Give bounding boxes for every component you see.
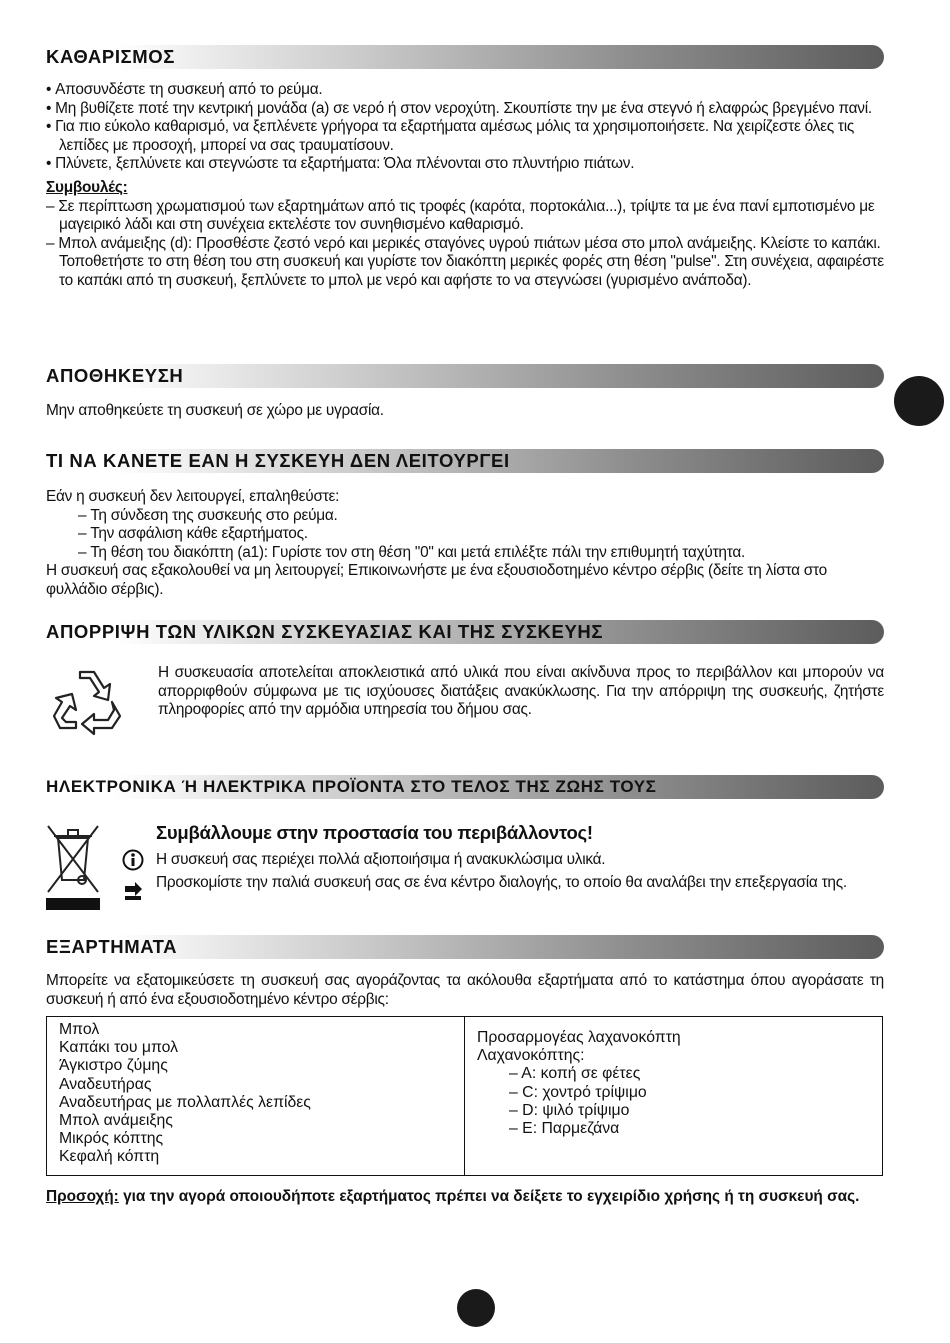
accessories-left-column bbox=[47, 1017, 465, 1176]
section-title: ΗΛΕΚΤΡΟΝΙΚΑ Ή ΗΛΕΚΤΡΙΚΑ ΠΡΟΪΟΝΤΑ ΣΤΟ ΤΕΛΟΣ ΤΗΣ ΖΩΗΣ ΤΟΥΣ bbox=[46, 777, 657, 796]
intro-text: Εάν η συσκευή δεν λειτουργεί, επαληθεύστε: bbox=[46, 488, 340, 505]
recycle-icon bbox=[50, 664, 128, 736]
list-item: Άγκιστρο ζύμης bbox=[59, 1057, 168, 1075]
warning-label: Προσοχή: bbox=[46, 1188, 119, 1205]
list-item: – A: κοπή σε φέτες bbox=[509, 1065, 641, 1083]
weee-headline: Συμβάλλουμε στην προστασία του περιβάλλοντος! bbox=[156, 822, 593, 843]
accessories-table bbox=[46, 1016, 883, 1176]
page-number-marker bbox=[457, 1289, 495, 1327]
section-header-troubleshoot bbox=[46, 449, 884, 473]
list-item: • Πλύνετε, ξεπλύνετε και στεγνώστε τα εξαρτήματα: Όλα πλένονται στο πλυντήριο πιάτων. bbox=[46, 155, 635, 173]
info-icon bbox=[122, 849, 144, 871]
list-item: • Αποσυνδέστε τη συσκευή από το ρεύμα. bbox=[46, 81, 323, 98]
list-item: Προσαρμογέας λαχανοκόπτη bbox=[477, 1029, 681, 1046]
list-item: Κεφαλή κόπτη bbox=[59, 1148, 160, 1166]
section-title: ΤΙ ΝΑ ΚΑΝΕΤΕ ΕΑΝ Η ΣΥΣΚΕΥΗ ΔΕΝ ΛΕΙΤΟΥΡΓΕΙ bbox=[46, 450, 510, 471]
storage-text: Μην αποθηκεύετε τη συσκευή σε χώρο με υγρασία. bbox=[46, 402, 384, 419]
tips-label: Συμβουλές: bbox=[46, 178, 128, 196]
weee-line2: Προσκομίστε την παλιά συσκευή σας σε ένα κέντρο διαλογής, το οποίο θα αναλάβει την επεξεργασία της. bbox=[156, 874, 847, 891]
troubleshoot-body bbox=[46, 488, 884, 600]
list-item: – Την ασφάλιση κάθε εξαρτήματος. bbox=[78, 525, 308, 543]
list-item: – Τη σύνδεση της συσκευής στο ρεύμα. bbox=[78, 506, 338, 524]
section-title: ΚΑΘΑΡΙΣΜΟΣ bbox=[46, 46, 175, 67]
accessories-warning bbox=[46, 1184, 884, 1210]
list-item: Καπάκι του μπολ bbox=[59, 1039, 179, 1057]
accessories-right-column bbox=[465, 1017, 883, 1176]
arrow-icon bbox=[122, 880, 144, 902]
page-tab-marker bbox=[894, 376, 944, 426]
cleaning-body bbox=[46, 81, 884, 291]
list-item: – E: Παρμεζάνα bbox=[509, 1120, 620, 1138]
list-item: – Τη θέση του διακόπτη (a1): Γυρίστε τον στη θέση "0" και μετά επιλέξτε πάλι την επιθυμητή ταχύτητα. bbox=[78, 543, 745, 561]
list-item: Μικρός κόπτης bbox=[59, 1130, 164, 1148]
section-title: ΑΠΟΘΗΚΕΥΣΗ bbox=[46, 365, 184, 386]
disposal-text: Η συσκευασία αποτελείται αποκλειστικά από υλικά που είναι ακίνδυνα προς το περιβάλλον και μπορούν να απορριφθούν σύμφωνα με τις ισχύουσες διατάξεις ανακύκλωσης. Για την απόρριψη της συσκευής, ζητήστε πληροφορίες από την αρμόδια υπηρεσία του δήμου σας. bbox=[158, 664, 884, 719]
list-item: Μπολ bbox=[59, 1021, 100, 1038]
section-header-accessories bbox=[46, 935, 884, 959]
outro-text: Η συσκευή σας εξακολουθεί να μη λειτουργεί; Επικοινωνήστε με ένα εξουσιοδοτημένο κέντρο σέρβις (δείτε τη λίστα στο φυλλάδιο σέρβις). bbox=[46, 562, 827, 598]
list-item: Αναδευτήρας με πολλαπλές λεπίδες bbox=[59, 1093, 311, 1111]
list-item: – C: χοντρό τρίψιμο bbox=[509, 1083, 647, 1101]
weee-line1: Η συσκευή σας περιέχει πολλά αξιοποιήσιμα ή ανακυκλώσιμα υλικά. bbox=[156, 851, 606, 868]
list-item: – Μπολ ανάμειξης (d): Προσθέστε ζεστό νερό και μερικές σταγόνες υγρού πιάτων μέσα στο μπολ ανάμειξης. Κλείστε το καπάκι. Τοποθετήστε το στη θέση του στη συσκευή και γυρίστε τον διακόπτη μερικές φορές στη θέση "pulse". Στη συνέχεια, αφαιρέστε το καπάκι από τη συσκευή, ξεπλύνετε το μπολ με νερό και αφήστε το να στεγνώσει (γυρισμένο ανάποδα). bbox=[46, 234, 884, 289]
warning-text: για την αγορά οποιουδήποτε εξαρτήματος πρέπει να δείξετε το εγχειρίδιο χρήσης ή τη συσκευή σας. bbox=[118, 1188, 860, 1205]
section-header-disposal bbox=[46, 620, 884, 644]
list-item: Αναδευτήρας bbox=[59, 1075, 152, 1093]
list-item: • Μη βυθίζετε ποτέ την κεντρική μονάδα (a) σε νερό ή στον νεροχύτη. Σκουπίστε την με ένα στεγνό ή ελαφρώς βρεγμένο πανί. bbox=[46, 99, 872, 117]
list-item: – D: ψιλό τρίψιμο bbox=[509, 1101, 630, 1119]
accessories-intro: Μπορείτε να εξατομικεύσετε τη συσκευή σας αγοράζοντας τα ακόλουθα εξαρτήματα από το κατάστημα όπου αγοράσατε τη συσκευή ή από ένα εξουσιοδοτημένο κέντρο σέρβις: bbox=[46, 972, 884, 1008]
crossed-bin-icon bbox=[44, 820, 102, 912]
section-title: ΑΠΟΡΡΙΨΗ ΤΩΝ ΥΛΙΚΩΝ ΣΥΣΚΕΥΑΣΙΑΣ ΚΑΙ ΤΗΣ ΣΥΣΚΕΥΗΣ bbox=[46, 621, 604, 642]
section-title: ΕΞΑΡΤΗΜΑΤΑ bbox=[46, 936, 178, 957]
list-item: • Για πιο εύκολο καθαρισμό, να ξεπλένετε γρήγορα τα εξαρτήματα αμέσως μόλις τα χρησιμοποιήσετε. Να χειρίζεστε όλες τις λεπίδες με προσοχή, μπορεί να σας τραυματίσουν. bbox=[46, 118, 855, 154]
list-item: Λαχανοκόπτης: bbox=[477, 1047, 585, 1065]
section-header-weee bbox=[46, 775, 884, 799]
section-header-cleaning bbox=[46, 45, 884, 69]
list-item: Μπολ ανάμειξης bbox=[59, 1112, 173, 1130]
list-item: – Σε περίπτωση χρωματισμού των εξαρτημάτων από τις τροφές (καρότα, πορτοκάλια...), τρίψτε τα με ένα πανί εμποτισμένο με μαγειρικό λάδι και στη συνέχεια εκτελέστε τον συνηθισμένο καθαρισμό. bbox=[46, 197, 875, 234]
section-header-storage bbox=[46, 364, 884, 388]
